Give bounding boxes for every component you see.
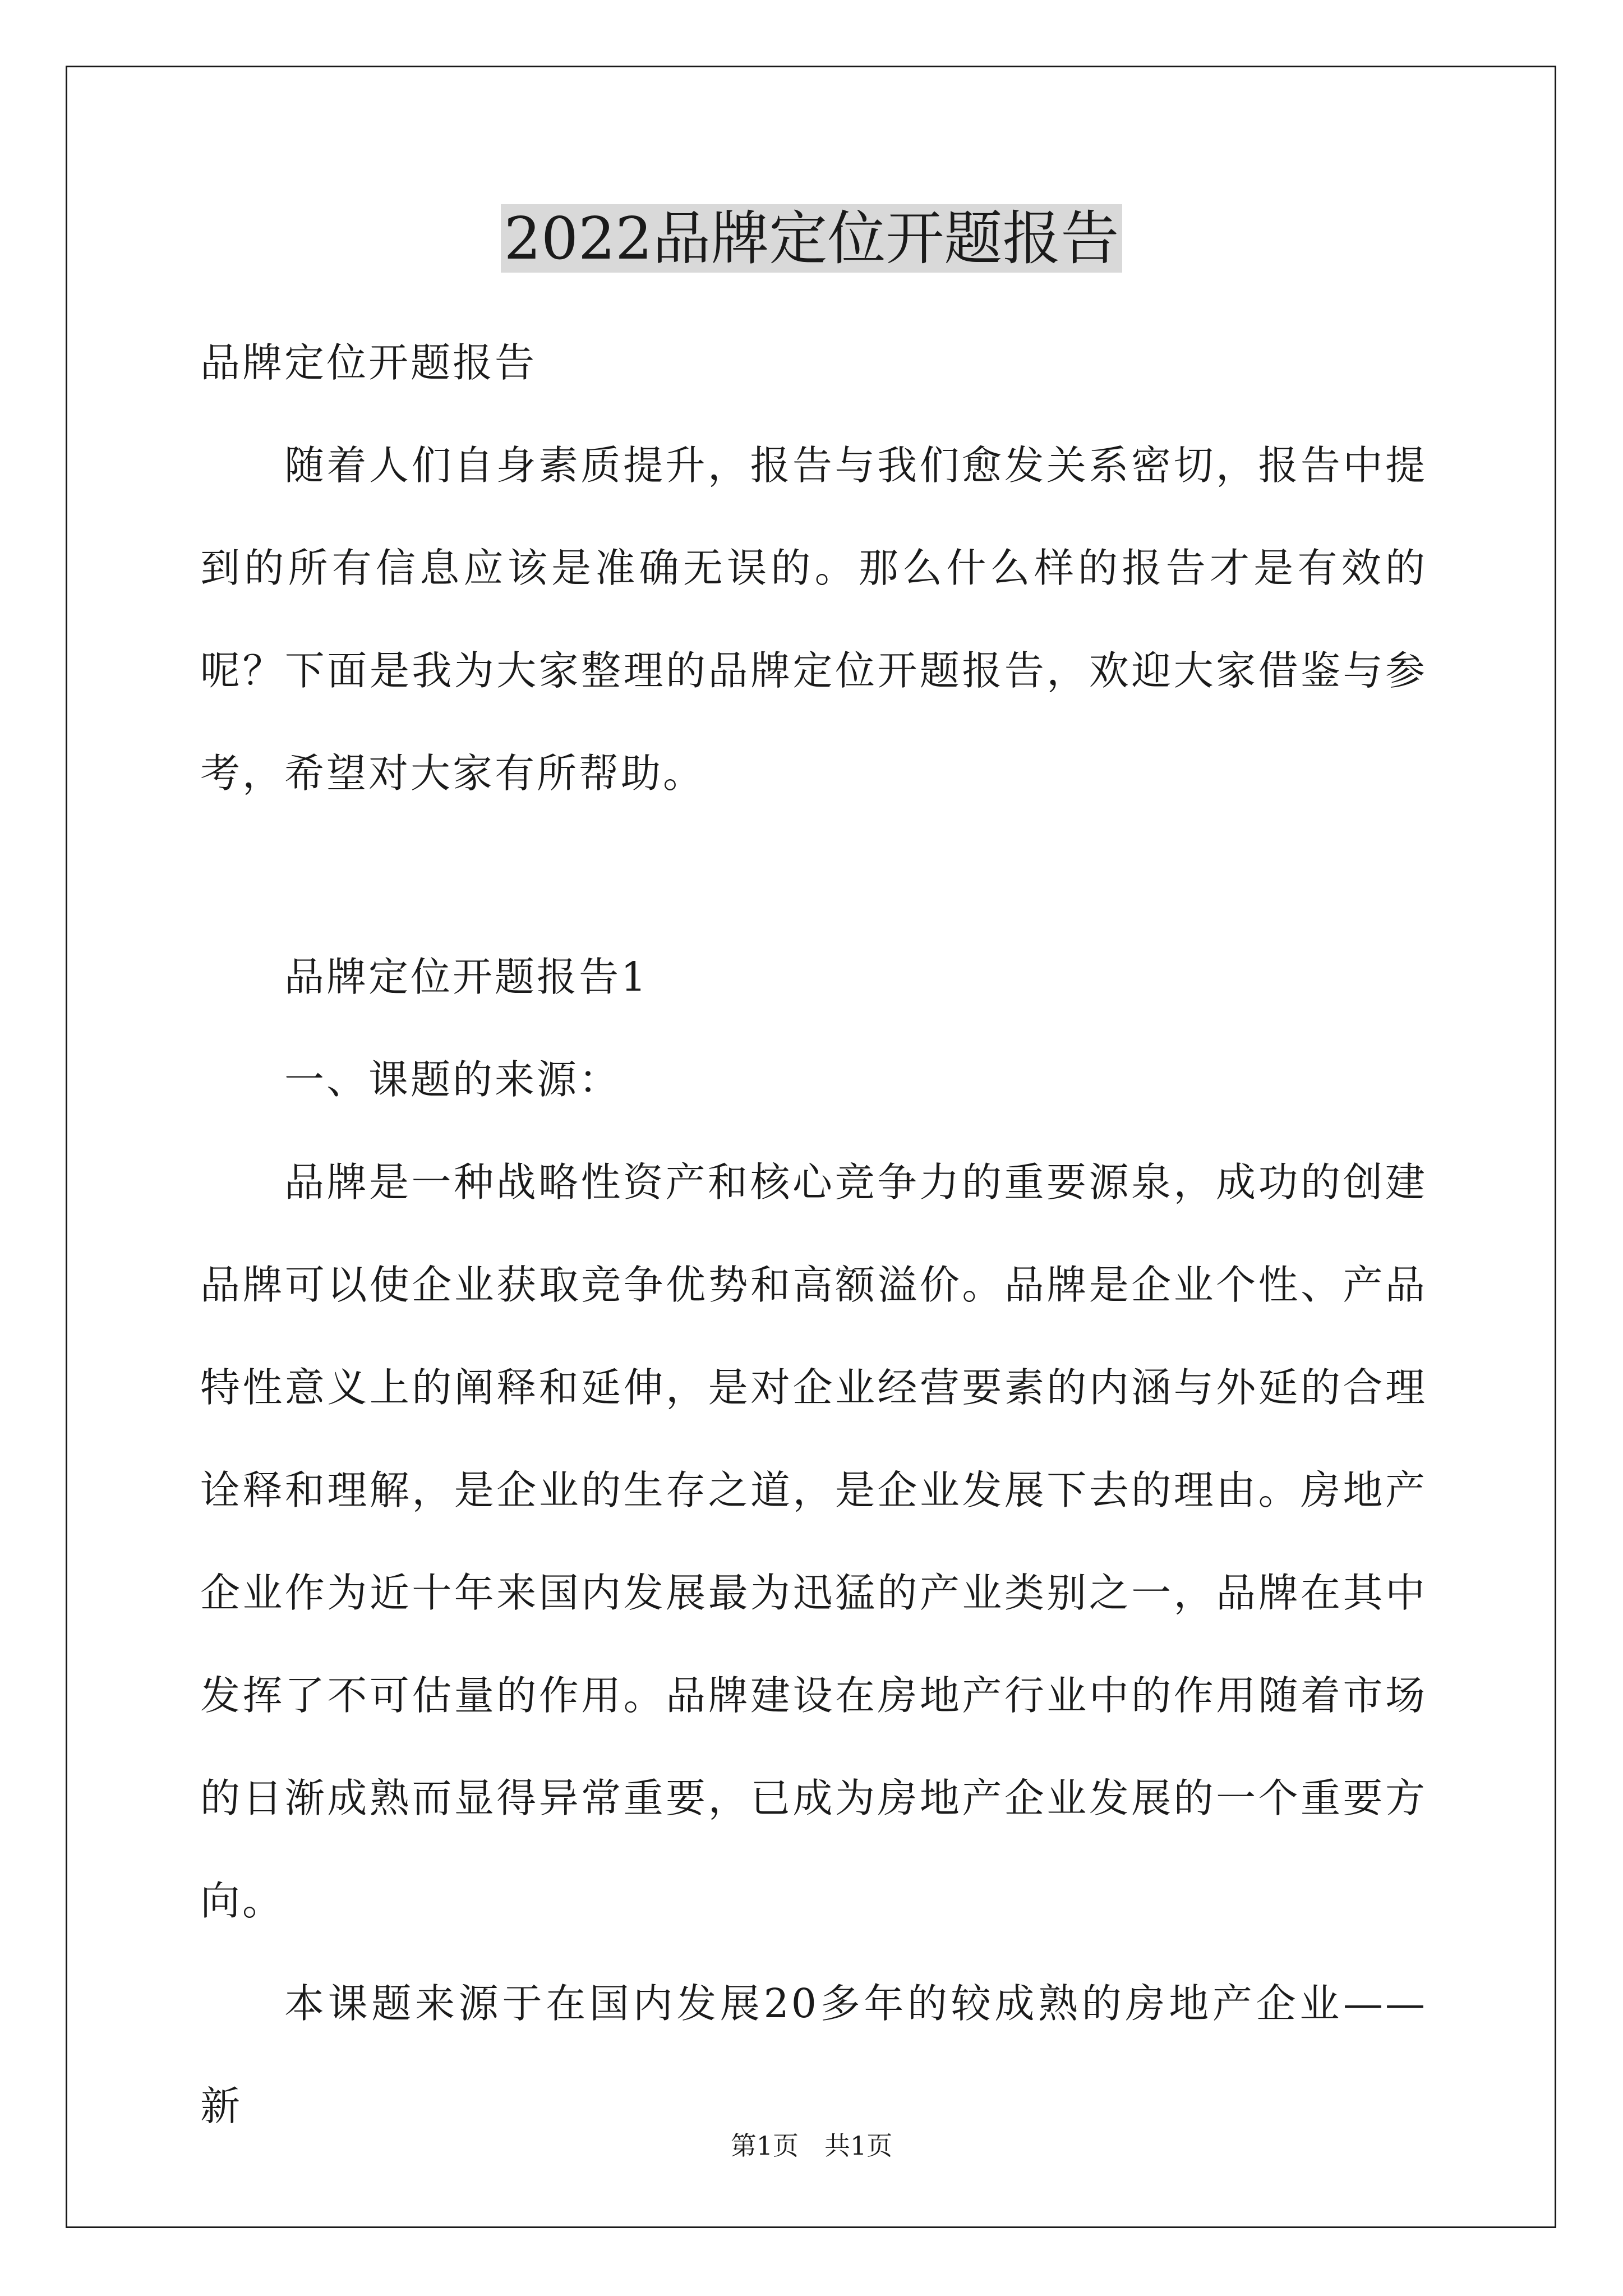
document-subtitle: 品牌定位开题报告 <box>200 339 537 386</box>
intro-paragraph: 随着人们自身素质提升，报告与我们愈发关系密切，报告中提到的所有信息应该是准确无误的。那么什么样的报告才是有效的呢？下面是我为大家整理的品牌定位开题报告，欢迎大家借鉴与参考，希望对大家有所帮助。 <box>200 442 1427 797</box>
body-paragraph: 品牌是一种战略性资产和核心竞争力的重要源泉，成功的创建品牌可以使企业获取竞争优势和高额溢价。品牌是企业个性、产品特性意义上的阐释和延伸，是对企业经营要素的内涵与外延的合理诠释和理解，是企业的生存之道，是企业发展下去的理由。房地产企业作为近十年来国内发展最为迅猛的产业类别之一，品牌在其中发挥了不可估量的作用。品牌建设在房地产行业中的作用随着市场的日渐成熟而显得异常重要，已成为房地产企业发展的一个重要方向。 <box>200 1159 1427 1924</box>
document-title-text: 2022品牌定位开题报告 <box>501 204 1123 273</box>
page-footer: 第1页 共1页 <box>730 2131 893 2161</box>
document-body <box>200 311 1427 2157</box>
section-heading: 一、课题的来源： <box>284 1056 621 1103</box>
section-title: 品牌定位开题报告1 <box>284 954 649 1000</box>
document-title <box>0 196 1623 280</box>
spacer <box>200 825 1427 926</box>
body-paragraph-continued: 本课题来源于在国内发展20多年的较成熟的房地产企业——新 <box>200 1980 1427 2129</box>
